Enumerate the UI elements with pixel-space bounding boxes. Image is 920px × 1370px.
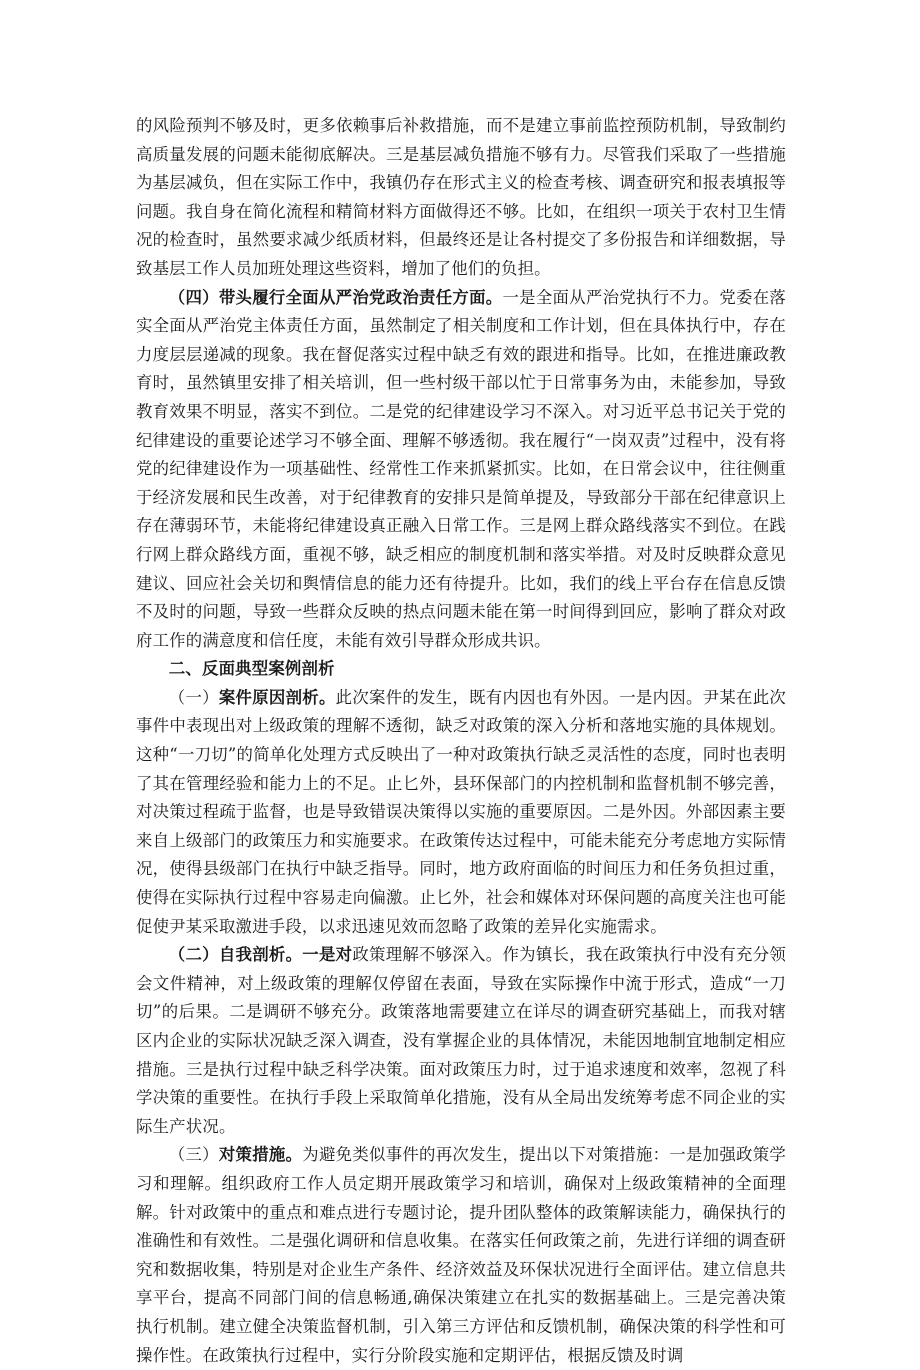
paragraph-5-heading: 对策措施。 xyxy=(218,1145,303,1165)
paragraph-5-text: 为避免类似事件的再次发生，提出以下对策措施：一是加强政策学习和理解。组织政府工作人员定期开展政策学习和培训，确保对上级政策精神的全面理解。针对政策中的重点和难点进行专题讨论，提升团队整体的政策解读能力，确保执行的准确性和有效性。二是强化调研和信息收集。在落实任何政策之前，先进行详细的调查研究和数据收集，特别是对企业生产条件、经济效益及环保状况进行全面评估。建立信息共享平台，提高不同部门间的信息畅通,确保决策建立在扎实的数据基础上。三是完善决策执行机制。建立健全决策监督机制，引入第三方评估和反馈机制，确保决策的科学性和可操作性。在政策执行过程中，实行分阶段实施和定期评估，根据反馈及时调 xyxy=(136,1145,786,1365)
paragraph-1 xyxy=(136,112,786,284)
paragraph-1-text: 的风险预判不够及时，更多依赖事后补救措施，而不是建立事前监控预防机制，导致制约高质量发展的问题未能彻底解决。三是基层减负措施不够有力。尽管我们采取了一些措施为基层减负，但在实际工作中，我镇仍存在形式主义的检查考核、调查研究和报表填报等问题。我自身在简化流程和精简材料方面做得还不够。比如，在组织一项关于农村卫生情况的检查时，虽然要求减少纸质材料，但最终还是让各村提交了多份报告和详细数据，导致基层工作人员加班处理这些资料，增加了他们的负担。 xyxy=(136,116,786,278)
paragraph-5-prefix: （三） xyxy=(168,1145,219,1165)
paragraph-4 xyxy=(136,941,786,1141)
paragraph-4-heading: （二）自我剖析。一是对 xyxy=(168,945,353,965)
paragraph-3 xyxy=(136,684,786,941)
paragraph-4-text: 政策理解不够深入。作为镇长，我在政策执行中没有充分领会文件精神，对上级政策的理解仅停留在表面，导致在实际操作中流于形式，造成“一刀切”的后果。二是调研不够充分。政策落地需要建立在详尽的调查研究基础上，而我对辖区内企业的实际状况缺乏深入调查，没有掌握企业的具体情况，未能因地制宜地制定相应措施。三是执行过程中缺乏科学决策。面对政策压力时，过于追求速度和效率，忽视了科学决策的重要性。在执行手段上采取简单化措施，没有从全局出发统筹考虑不同企业的实际生产状况。 xyxy=(136,945,787,1136)
paragraph-5 xyxy=(136,1141,786,1370)
section-2-heading: 二、反面典型案例剖析 xyxy=(168,659,335,679)
paragraph-3-text: 此次案件的发生，既有内因也有外因。一是内因。尹某在此次事件中表现出对上级政策的理解不透彻，缺乏对政策的深入分析和落地实施的具体规划。这种“一刀切”的简单化处理方式反映出了一种对政策执行缺乏灵活性的态度，同时也表明了其在管理经验和能力上的不足。止匕外，县环保部门的内控机制和监督机制不够完善，对决策过程疏于监督，也是导致错误决策得以实施的重要原因。二是外因。外部因素主要来自上级部门的政策压力和实施要求。在政策传达过程中，可能未能充分考虑地方实际情况，使得县级部门在执行中缺乏指导。同时，地方政府面临的时间压力和任务负担过重，使得在实际执行过程中容易走向偏激。止匕外，社会和媒体对环保问题的高度关注也可能促使尹某采取激进手段，以求迅速见效而忽略了政策的差异化实施需求。 xyxy=(136,687,786,936)
paragraph-2-text: 一是全面从严治党执行不力。党委在落实全面从严治党主体责任方面，虽然制定了相关制度和工作计划，但在具体执行中，存在力度层层递减的现象。我在督促落实过程中缺乏有效的跟进和指导。比如，在推进廉政教育时，虽然镇里安排了相关培训，但一些村级干部以忙于日常事务为由，未能参加，导致教育效果不明显，落实不到位。二是党的纪律建设学习不深入。对习近平总书记关于党的纪律建设的重要论述学习不够全面、理解不够透彻。我在履行“一岗双责”过程中，没有将党的纪律建设作为一项基础性、经常性工作来抓紧抓实。比如，在日常会议中，往往侧重于经济发展和民生改善，对于纪律教育的安排只是简单提及，导致部分干部在纪律意识上存在薄弱环节，未能将纪律建设真正融入日常工作。三是网上群众路线落实不到位。在践行网上群众路线方面，重视不够，缺乏相应的制度机制和落实举措。对及时反映群众意见建议、回应社会关切和舆情信息的能力还有待提升。比如，我们的线上平台存在信息反馈不及时的问题，导致一些群众反映的热点问题未能在第一时间得到回应，影响了群众对政府工作的满意度和信任度，未能有效引导群众形成共识。 xyxy=(136,287,786,650)
document-body xyxy=(136,112,786,1370)
paragraph-3-prefix: （一） xyxy=(168,687,219,707)
paragraph-2-heading: （四）带头履行全面从严治党政治责任方面。 xyxy=(168,287,503,307)
paragraph-3-heading: 案件原因剖析。 xyxy=(218,687,336,707)
paragraph-2 xyxy=(136,284,786,656)
